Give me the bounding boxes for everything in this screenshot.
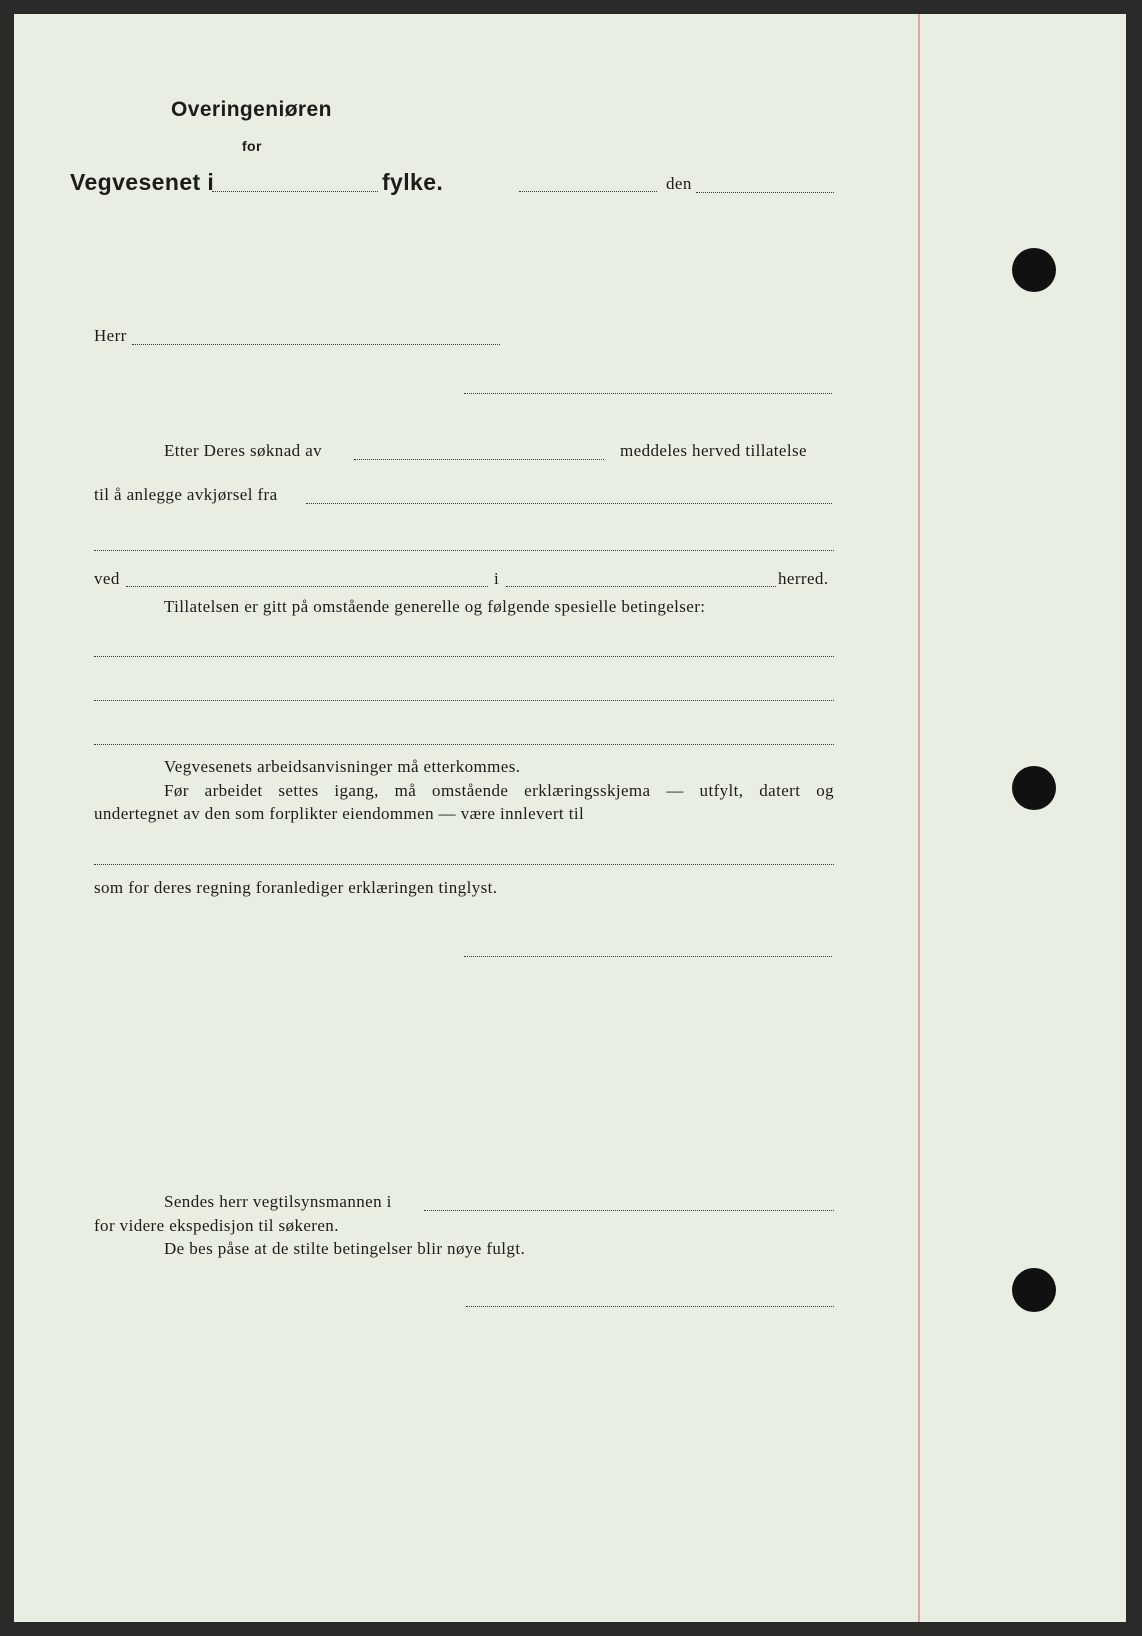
compliance-text: De bes påse at de stilte betingelser blir nøye fulgt. <box>164 1239 526 1258</box>
date-field[interactable] <box>696 192 834 193</box>
before-work-line-1: Før arbeidet settes igang, må omstående erklæringsskjema — utfylt, datert og <box>164 781 834 800</box>
office-prefix: Vegvesenet i <box>70 169 215 195</box>
margin-line <box>918 14 920 1622</box>
conditions-field-3[interactable] <box>94 744 834 745</box>
date-label: den <box>666 174 692 193</box>
punch-hole <box>1012 1268 1056 1312</box>
forwarding-text: for videre ekspedisjon til søkeren. <box>94 1216 339 1235</box>
municipality-field[interactable] <box>506 586 776 587</box>
signature-field[interactable] <box>464 956 832 957</box>
addressee-address-field[interactable] <box>464 393 832 394</box>
location-prefix: ved <box>94 569 120 588</box>
conditions-field-2[interactable] <box>94 700 834 701</box>
location-suffix: herred. <box>778 569 829 588</box>
application-prefix: Etter Deres søknad av <box>164 441 323 460</box>
access-from-field-2[interactable] <box>94 550 834 551</box>
final-signature-field[interactable] <box>466 1306 834 1307</box>
addressee-name-field[interactable] <box>132 344 500 345</box>
place-field[interactable] <box>519 191 657 192</box>
document-page <box>14 14 1126 1622</box>
for-word: for <box>242 138 262 154</box>
registration-text: som for deres regning foranlediger erklæringen tinglyst. <box>94 878 498 897</box>
punch-hole <box>1012 248 1056 292</box>
application-suffix: meddeles herved tillatelse <box>620 441 807 460</box>
salutation: Herr <box>94 326 127 345</box>
county-field[interactable] <box>212 191 378 192</box>
before-work-line-2: undertegnet av den som forplikter eiendommen — være innlevert til <box>94 804 585 823</box>
conditions-intro: Tillatelsen er gitt på omstående generelle og følgende spesielle betingelser: <box>164 597 706 616</box>
application-date-field[interactable] <box>354 459 604 460</box>
access-from-field[interactable] <box>306 503 832 504</box>
authority-title: Overingeniøren <box>171 98 332 121</box>
county-suffix: fylke. <box>382 169 444 195</box>
send-to-text: Sendes herr vegtilsynsmannen i <box>164 1192 392 1211</box>
location-in: i <box>494 569 500 588</box>
conditions-field-1[interactable] <box>94 656 834 657</box>
access-prefix: til å anlegge avkjørsel fra <box>94 485 278 504</box>
punch-hole <box>1012 766 1056 810</box>
instructions-text: Vegvesenets arbeidsanvisninger må etterkommes. <box>164 757 521 776</box>
inspector-district-field[interactable] <box>424 1210 834 1211</box>
location-field[interactable] <box>126 586 488 587</box>
deliver-to-field[interactable] <box>94 864 834 865</box>
